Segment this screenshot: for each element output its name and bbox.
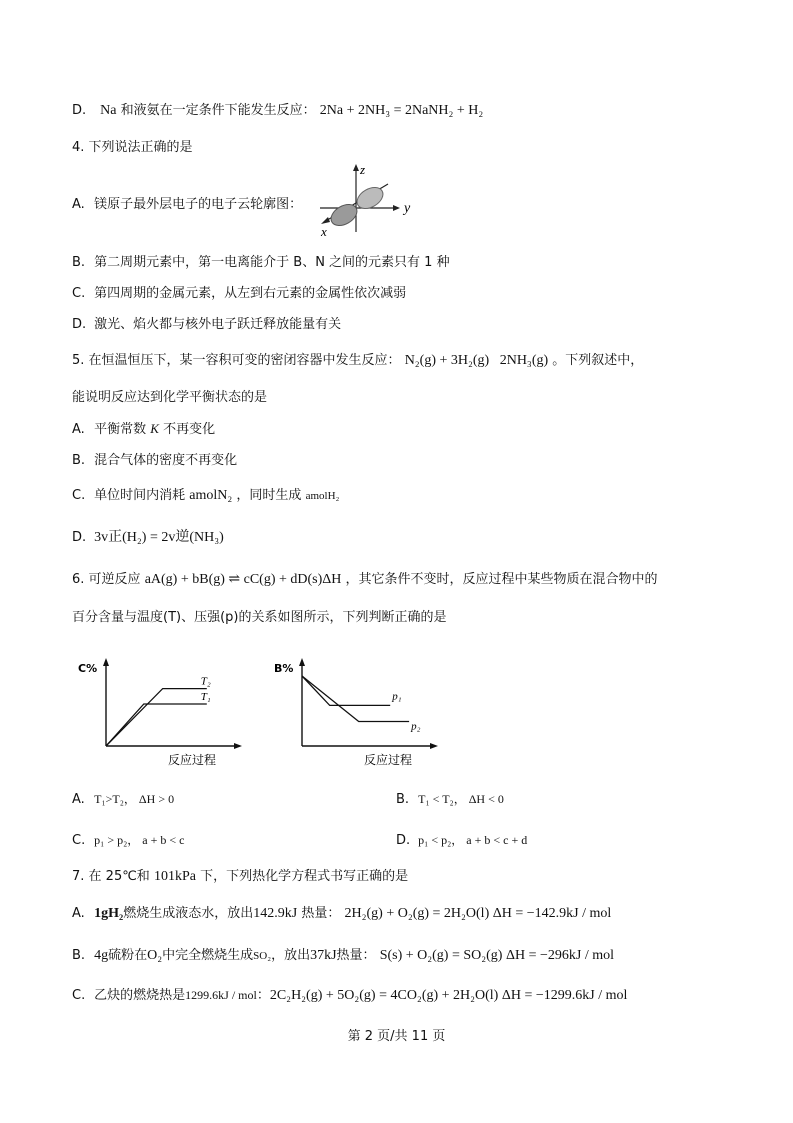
question-6-stem-2: 百分含量与温度(T)、压强(p)的关系如图所示，下列判断正确的是 bbox=[72, 610, 447, 625]
q4-option-a bbox=[72, 196, 302, 214]
series-label: p₂ bbox=[411, 720, 421, 733]
value: 142.9kJ bbox=[253, 906, 298, 921]
series-line-1 bbox=[106, 704, 207, 746]
chart-b-percent bbox=[268, 648, 438, 768]
equation: N₂(g) + 3H₂(g) 2NH₃(g) bbox=[404, 353, 549, 368]
pressure-value: 101kPa bbox=[153, 869, 196, 884]
chart-c-percent bbox=[72, 648, 242, 768]
x-axis-arrow bbox=[234, 743, 242, 749]
formula: SO₂ bbox=[253, 950, 272, 962]
option-label: D. bbox=[72, 317, 87, 332]
option-text: ，放出 bbox=[271, 948, 311, 963]
q7-option-b bbox=[72, 947, 614, 965]
q6-option-c bbox=[72, 831, 184, 850]
z-label: z bbox=[360, 162, 366, 177]
formula: O₂ bbox=[147, 948, 163, 963]
option-text: p₁ < p₂， a + b < c + d bbox=[418, 833, 528, 847]
option-text: T₁>T₂， ΔH > 0 bbox=[94, 792, 175, 806]
stem-text: 5. 在恒温恒压下，某一容积可变的密闭容器中发生反应： bbox=[72, 353, 401, 368]
option-text: 乙炔的燃烧热是 bbox=[94, 988, 186, 1003]
q7-option-a bbox=[72, 905, 611, 923]
option-text: p₁ > p₂， a + b < c bbox=[94, 833, 185, 847]
option-text: 激光、焰火都与核外电子跃迁释放能量有关 bbox=[94, 317, 342, 332]
equation: aA(g) + bB(g) ⇌ cC(g) + dD(s)ΔH bbox=[144, 572, 342, 587]
option-text: 单位时间内消耗 bbox=[94, 488, 186, 503]
option-text: T₁ < T₂， ΔH < 0 bbox=[418, 792, 504, 806]
option-text: 镁原子最外层电子的电子云轮廓图： bbox=[94, 197, 303, 212]
series-line-0 bbox=[106, 689, 207, 746]
option-label: C. bbox=[72, 286, 86, 301]
series-label: T₂ bbox=[200, 675, 211, 688]
option-label: C. bbox=[72, 488, 86, 503]
option-label: D. bbox=[396, 833, 411, 848]
option-label: A. bbox=[72, 422, 85, 437]
option-label: A. bbox=[72, 906, 85, 921]
option-label: D. bbox=[72, 530, 87, 545]
stem-text: ，其它条件不变时，反应过程中某些物质在混合物中的 bbox=[345, 572, 658, 587]
q5-option-b bbox=[72, 452, 237, 470]
y-axis-arrow bbox=[299, 658, 305, 666]
q6-option-a bbox=[72, 790, 174, 809]
series-label: T₁ bbox=[200, 691, 211, 703]
q5-option-c bbox=[72, 487, 339, 505]
stem-text: 下，下列热化学方程式书写正确的是 bbox=[200, 869, 409, 884]
equation: 2C₂H₂(g) + 5O₂(g) = 4CO₂(g) + 2H₂O(l) ΔH = −1299.6kJ / mol bbox=[269, 988, 628, 1003]
option-label: A. bbox=[72, 197, 85, 212]
y-label: y bbox=[404, 201, 411, 216]
option-text: 混合气体的密度不再变化 bbox=[94, 453, 238, 468]
stem-text: 7. 在 25℃和 bbox=[72, 869, 150, 884]
x-axis-label: 反应过程 bbox=[168, 753, 217, 767]
option-label: B. bbox=[72, 453, 86, 468]
option-text: ： bbox=[256, 988, 270, 1003]
question-5-stem-2: 能说明反应达到化学平衡状态的是 bbox=[72, 390, 268, 405]
q5-option-a bbox=[72, 420, 215, 439]
option-text: 热量： bbox=[336, 948, 376, 963]
option-text: 不再变化 bbox=[163, 422, 216, 437]
value: 37kJ bbox=[310, 948, 337, 963]
y-axis-label: C% bbox=[78, 662, 98, 675]
option-d-prev bbox=[72, 102, 483, 120]
option-label: B. bbox=[72, 255, 86, 270]
option-text: 第四周期的金属元素，从左到右元素的金属性依次减弱 bbox=[94, 286, 407, 301]
q4-option-d bbox=[72, 316, 341, 334]
option-text: 平衡常数 bbox=[94, 422, 147, 437]
na-symbol: Na bbox=[100, 103, 117, 118]
option-label: A. bbox=[72, 792, 85, 807]
y-axis-label: B% bbox=[274, 662, 294, 675]
option-text: 热量： bbox=[301, 906, 341, 921]
value: 1299.6kJ / mol bbox=[185, 988, 257, 1002]
option-text: 中完全燃烧生成 bbox=[162, 948, 254, 963]
equation: S(s) + O₂(g) = SO₂(g) ΔH = −296kJ / mol bbox=[379, 948, 614, 963]
option-label: C. bbox=[72, 833, 86, 848]
p-orbital-diagram bbox=[318, 160, 418, 238]
y-axis-arrow bbox=[103, 658, 109, 666]
option-text: 第二周期元素中，第一电离能介于 B、N 之间的元素只有 1 种 bbox=[94, 255, 450, 270]
question-5-stem bbox=[72, 352, 643, 370]
question-7-stem bbox=[72, 868, 408, 886]
option-text: 硫粉在 bbox=[108, 948, 148, 963]
option-text: ，同时生成 bbox=[236, 488, 302, 503]
question-6-stem bbox=[72, 571, 658, 589]
stem-text: 6. 可逆反应 bbox=[72, 572, 141, 587]
option-text: 燃烧生成液态水，放出 bbox=[123, 906, 254, 921]
equation: 2Na + 2NH₃ = 2NaNH₂ + H₂ bbox=[319, 103, 484, 118]
q6-option-d bbox=[396, 831, 527, 850]
stem-text: 。下列叙述中， bbox=[552, 353, 644, 368]
series-line-0 bbox=[302, 676, 390, 705]
q6-option-b bbox=[396, 790, 504, 809]
x-axis-arrow bbox=[430, 743, 438, 749]
equation: 3v正(H₂) = 2v逆(NH₃) bbox=[94, 530, 224, 545]
page-number: 第 2 页/共 11 页 bbox=[347, 1029, 446, 1044]
option-text: 和液氨在一定条件下能发生反应： bbox=[120, 103, 316, 118]
x-label: x bbox=[321, 224, 327, 238]
q4-option-b bbox=[72, 254, 450, 272]
value: 4g bbox=[94, 948, 109, 963]
formula: 1gH₂ bbox=[94, 906, 124, 921]
x-axis-label: 反应过程 bbox=[364, 753, 413, 767]
option-label: B. bbox=[396, 792, 410, 807]
question-4-stem: 4. 下列说法正确的是 bbox=[72, 140, 193, 155]
q4-option-c bbox=[72, 285, 406, 303]
equation: 2H₂(g) + O₂(g) = 2H₂O(l) ΔH = −142.9kJ / mol bbox=[344, 906, 612, 921]
option-label: D. bbox=[72, 103, 87, 118]
q5-option-d bbox=[72, 529, 224, 547]
formula: amolH₂ bbox=[305, 490, 340, 502]
option-label: B. bbox=[72, 948, 86, 963]
q7-option-c bbox=[72, 986, 627, 1005]
formula: amolN₂ bbox=[189, 488, 233, 503]
k-symbol: K bbox=[150, 421, 159, 436]
series-label: p₁ bbox=[392, 690, 402, 703]
option-label: C. bbox=[72, 988, 86, 1003]
